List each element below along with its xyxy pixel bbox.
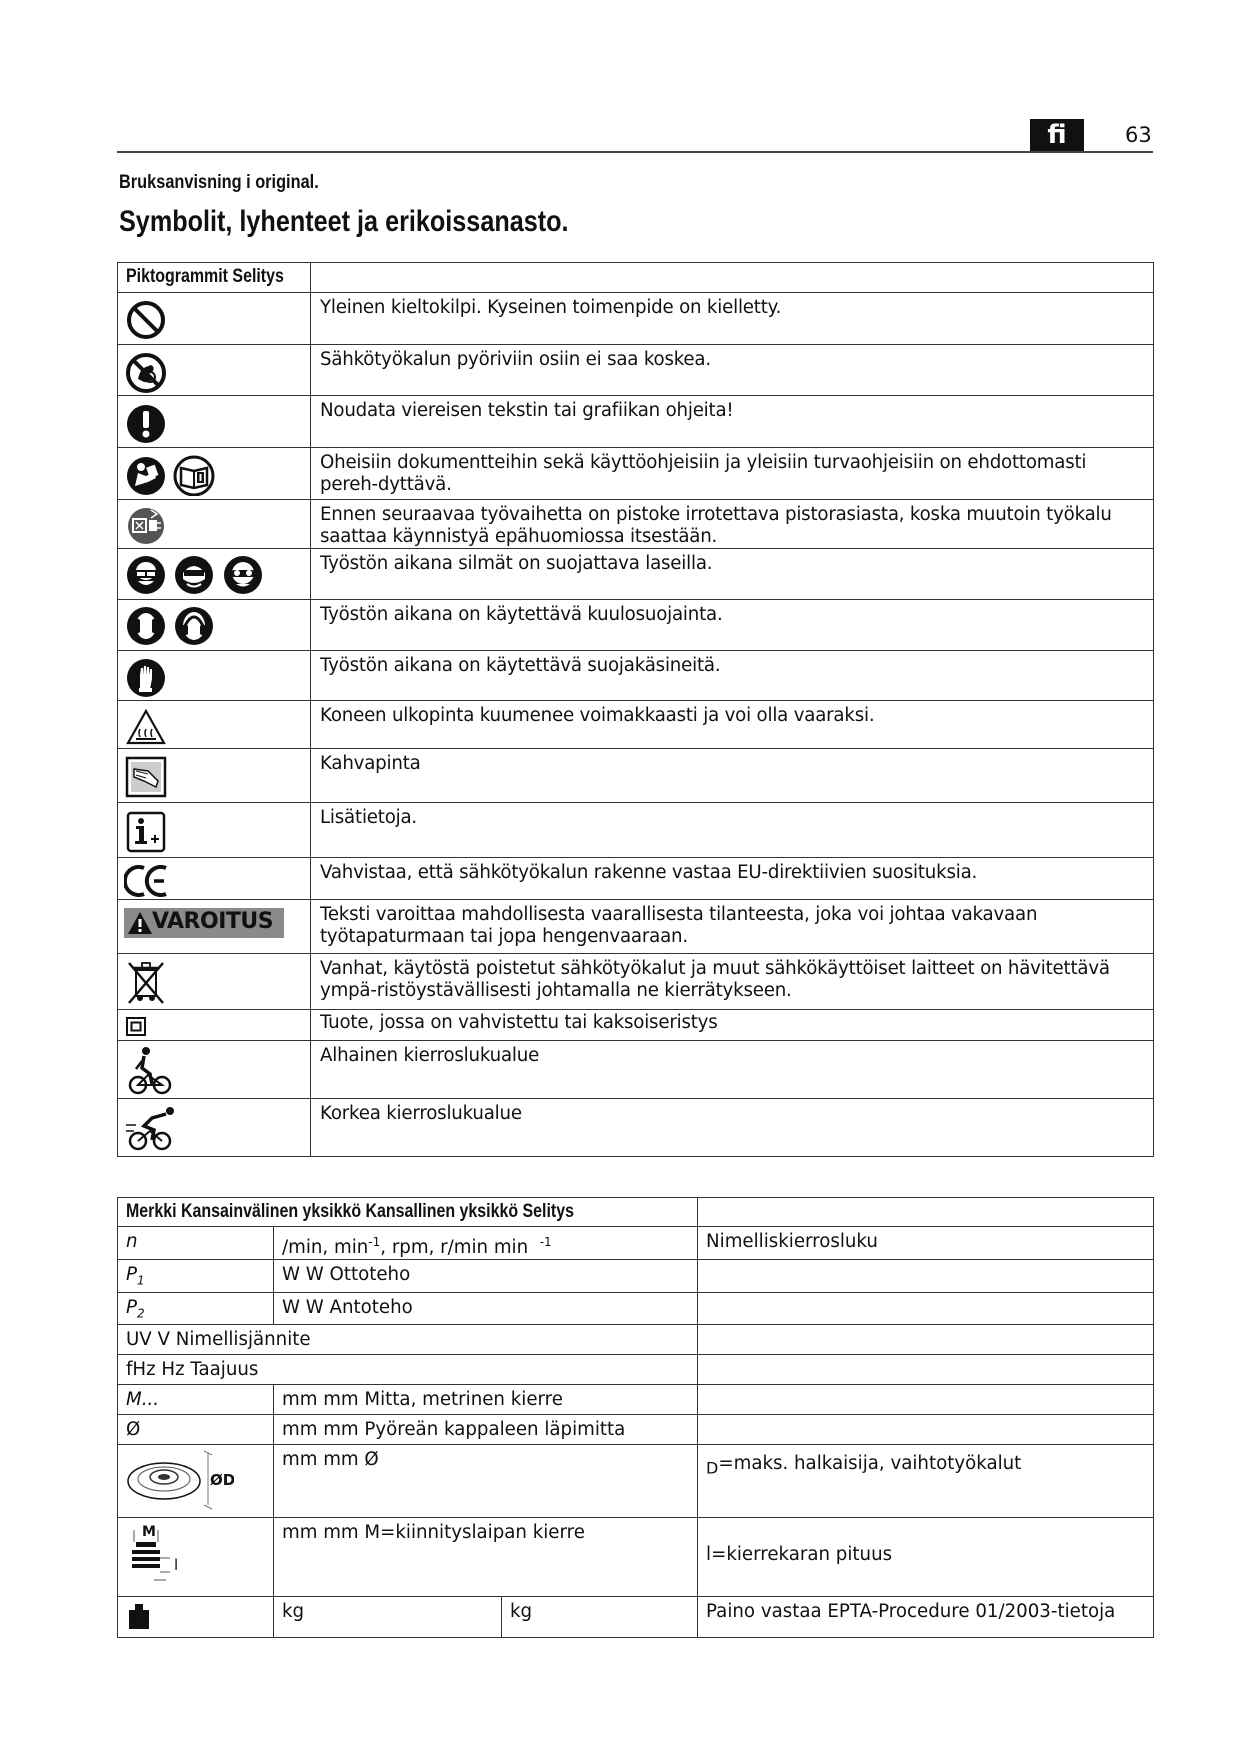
pictogram-desc: Oheisiin dokumentteihin sekä käyttöohjeisiin ja yleisiin turvaohjeisiin on ehdottomasti pereh-dyttävä. xyxy=(311,448,1154,500)
table-row xyxy=(118,803,1154,858)
gloves-icon xyxy=(124,655,168,699)
weight-icon xyxy=(127,1601,153,1631)
pictogram-desc: Vahvistaa, että sähkötyökalun rakenne vastaa EU-direktiivien suosituksia. xyxy=(311,858,1154,900)
unit-intl: mm mm Mitta, metrinen kierre xyxy=(274,1385,698,1415)
warning-label-icon xyxy=(124,908,284,938)
table-row xyxy=(118,1227,1154,1260)
unit-desc: Nimelliskierrosluku xyxy=(698,1227,1154,1260)
manual-book-icon xyxy=(172,452,216,496)
unit-full: UV V Nimellisjännite xyxy=(118,1325,698,1355)
prohibition-icon xyxy=(124,297,170,341)
slow-bicycle-icon xyxy=(124,1045,174,1097)
fast-bicycle-icon xyxy=(124,1103,180,1153)
table-row xyxy=(118,1292,1154,1325)
spindle-l-label: l xyxy=(174,1556,179,1575)
unit-intl: /min, $\min^{-1}$, rpm, r/min min $^{-1}$ xyxy=(274,1227,698,1260)
table-row xyxy=(118,1099,1154,1157)
table-header-row xyxy=(118,1198,1154,1227)
ce-mark-icon xyxy=(124,862,174,898)
unit-sign: Ø xyxy=(118,1415,274,1445)
pictogram-desc: Koneen ulkopinta kuumenee voimakkaasti ja voi olla vaaraksi. xyxy=(311,701,1154,749)
safety-glasses-icon xyxy=(221,553,265,597)
unit-intl: mm mm Ø xyxy=(274,1445,698,1518)
exclamation-icon xyxy=(124,400,170,444)
table-row xyxy=(118,749,1154,803)
pictogram-desc: Kahvapinta xyxy=(311,749,1154,803)
table-row xyxy=(118,1385,1154,1415)
header-rule xyxy=(117,151,1153,153)
unit-sign: $P_2$ xyxy=(118,1292,274,1325)
page-number: 63 xyxy=(1125,123,1152,147)
no-touch-rotating-icon xyxy=(124,349,170,393)
table-row xyxy=(118,1355,1154,1385)
pictogram-desc: Noudata viereisen tekstin tai grafiikan ohjeita! xyxy=(311,396,1154,448)
table-row xyxy=(118,396,1154,448)
pictogram-desc: Työstön aikana on käytettävä suojakäsineitä. xyxy=(311,651,1154,701)
double-insulation-icon xyxy=(124,1014,150,1038)
table-row xyxy=(118,1325,1154,1355)
table-row xyxy=(118,1415,1154,1445)
unit-sign: n xyxy=(118,1227,274,1260)
language-badge: fi xyxy=(1030,119,1084,151)
table-row xyxy=(118,1010,1154,1041)
unit-sign: $P_1$ xyxy=(118,1260,274,1293)
unit-intl: kg xyxy=(274,1597,502,1638)
unit-desc: l=kierrekaran pituus xyxy=(698,1518,1154,1597)
unit-desc: $_D$=maks. halkaisija, vaihtotyökalut xyxy=(698,1445,1154,1518)
pictogram-desc: Ennen seuraavaa työvaihetta on pistoke irrotettava pistorasiasta, koska muutoin työkalu saattaa käynnistyä epähuomiossa itsestään. xyxy=(311,500,1154,549)
unit-intl: mm mm M=kiinnityslaipan kierre xyxy=(274,1518,698,1597)
units-header-cell: Merkki Kansainvälinen yksikkö Kansallinen yksikkö Selitys xyxy=(118,1198,698,1227)
table-row xyxy=(118,448,1154,500)
table-row xyxy=(118,858,1154,900)
pictogram-desc: Korkea kierroslukualue xyxy=(311,1099,1154,1157)
ear-muff-icon xyxy=(172,604,216,648)
weee-bin-icon xyxy=(124,958,170,1006)
table-row xyxy=(118,1041,1154,1099)
table-row xyxy=(118,651,1154,701)
disc-diameter-label: ØD xyxy=(210,1471,234,1490)
page-title: Symbolit, lyhenteet ja erikoissanasto. xyxy=(119,205,569,238)
spindle-thread-icon xyxy=(124,1520,194,1590)
unit-sign: M... xyxy=(118,1385,274,1415)
table-row xyxy=(118,1260,1154,1293)
unit-desc: Paino vastaa EPTA-Procedure 01/2003-tietoja xyxy=(698,1597,1154,1638)
pictogram-header-cell: Piktogrammit Selitys xyxy=(118,263,311,293)
unit-intl: W W Antoteho xyxy=(274,1292,698,1325)
table-row xyxy=(118,600,1154,651)
pictogram-desc: Alhainen kierroslukualue xyxy=(311,1041,1154,1099)
unit-intl: mm mm Pyöreän kappaleen läpimitta xyxy=(274,1415,698,1445)
unit-full: fHz Hz Taajuus xyxy=(118,1355,698,1385)
ear-protection-icon xyxy=(124,604,168,648)
table-header-row xyxy=(118,263,1154,293)
pictogram-desc: Yleinen kieltokilpi. Kyseinen toimenpide on kielletty. xyxy=(311,293,1154,345)
table-row xyxy=(118,345,1154,396)
warning-label-text: VAROITUS xyxy=(152,909,274,934)
subtitle: Bruksanvisning i original. xyxy=(119,172,319,193)
disc-diameter-icon xyxy=(124,1447,234,1511)
pictogram-table xyxy=(117,262,1154,1157)
table-row xyxy=(118,900,1154,954)
table-row xyxy=(118,954,1154,1010)
hot-surface-icon xyxy=(124,705,170,747)
table-row xyxy=(118,701,1154,749)
table-row xyxy=(118,1597,1154,1638)
table-row xyxy=(118,293,1154,345)
table-row xyxy=(118,1445,1154,1518)
pictogram-desc: Lisätietoja. xyxy=(311,803,1154,858)
grip-surface-icon xyxy=(124,753,170,799)
face-shield-icon xyxy=(172,553,216,597)
unit-natl: kg xyxy=(502,1597,698,1638)
unit-intl: W W Ottoteho xyxy=(274,1260,698,1293)
table-row xyxy=(118,500,1154,549)
unplug-icon xyxy=(124,504,170,546)
spindle-m-label: M xyxy=(142,1524,156,1541)
table-row xyxy=(118,1518,1154,1597)
read-manual-icon xyxy=(124,452,168,496)
info-icon xyxy=(124,807,170,853)
pictogram-desc: Teksti varoittaa mahdollisesta vaarallisesta tilanteesta, joka voi johtaa vakavaan työtapaturmaan tai jopa hengenvaaraan. xyxy=(311,900,1154,954)
pictogram-desc: Tuote, jossa on vahvistettu tai kaksoiseristys xyxy=(311,1010,1154,1041)
pictogram-desc: Työstön aikana silmät on suojattava laseilla. xyxy=(311,549,1154,600)
pictogram-desc: Sähkötyökalun pyöriviin osiin ei saa koskea. xyxy=(311,345,1154,396)
goggles-icon xyxy=(124,553,168,597)
warning-triangle-icon xyxy=(127,910,153,936)
pictogram-desc: Vanhat, käytöstä poistetut sähkötyökalut ja muut sähkökäyttöiset laitteet on hävitettävä ympä-ristöystävällisesti johtamalla ne kierrätykseen. xyxy=(311,954,1154,1010)
units-table xyxy=(117,1197,1154,1638)
table-row xyxy=(118,549,1154,600)
pictogram-desc: Työstön aikana on käytettävä kuulosuojainta. xyxy=(311,600,1154,651)
